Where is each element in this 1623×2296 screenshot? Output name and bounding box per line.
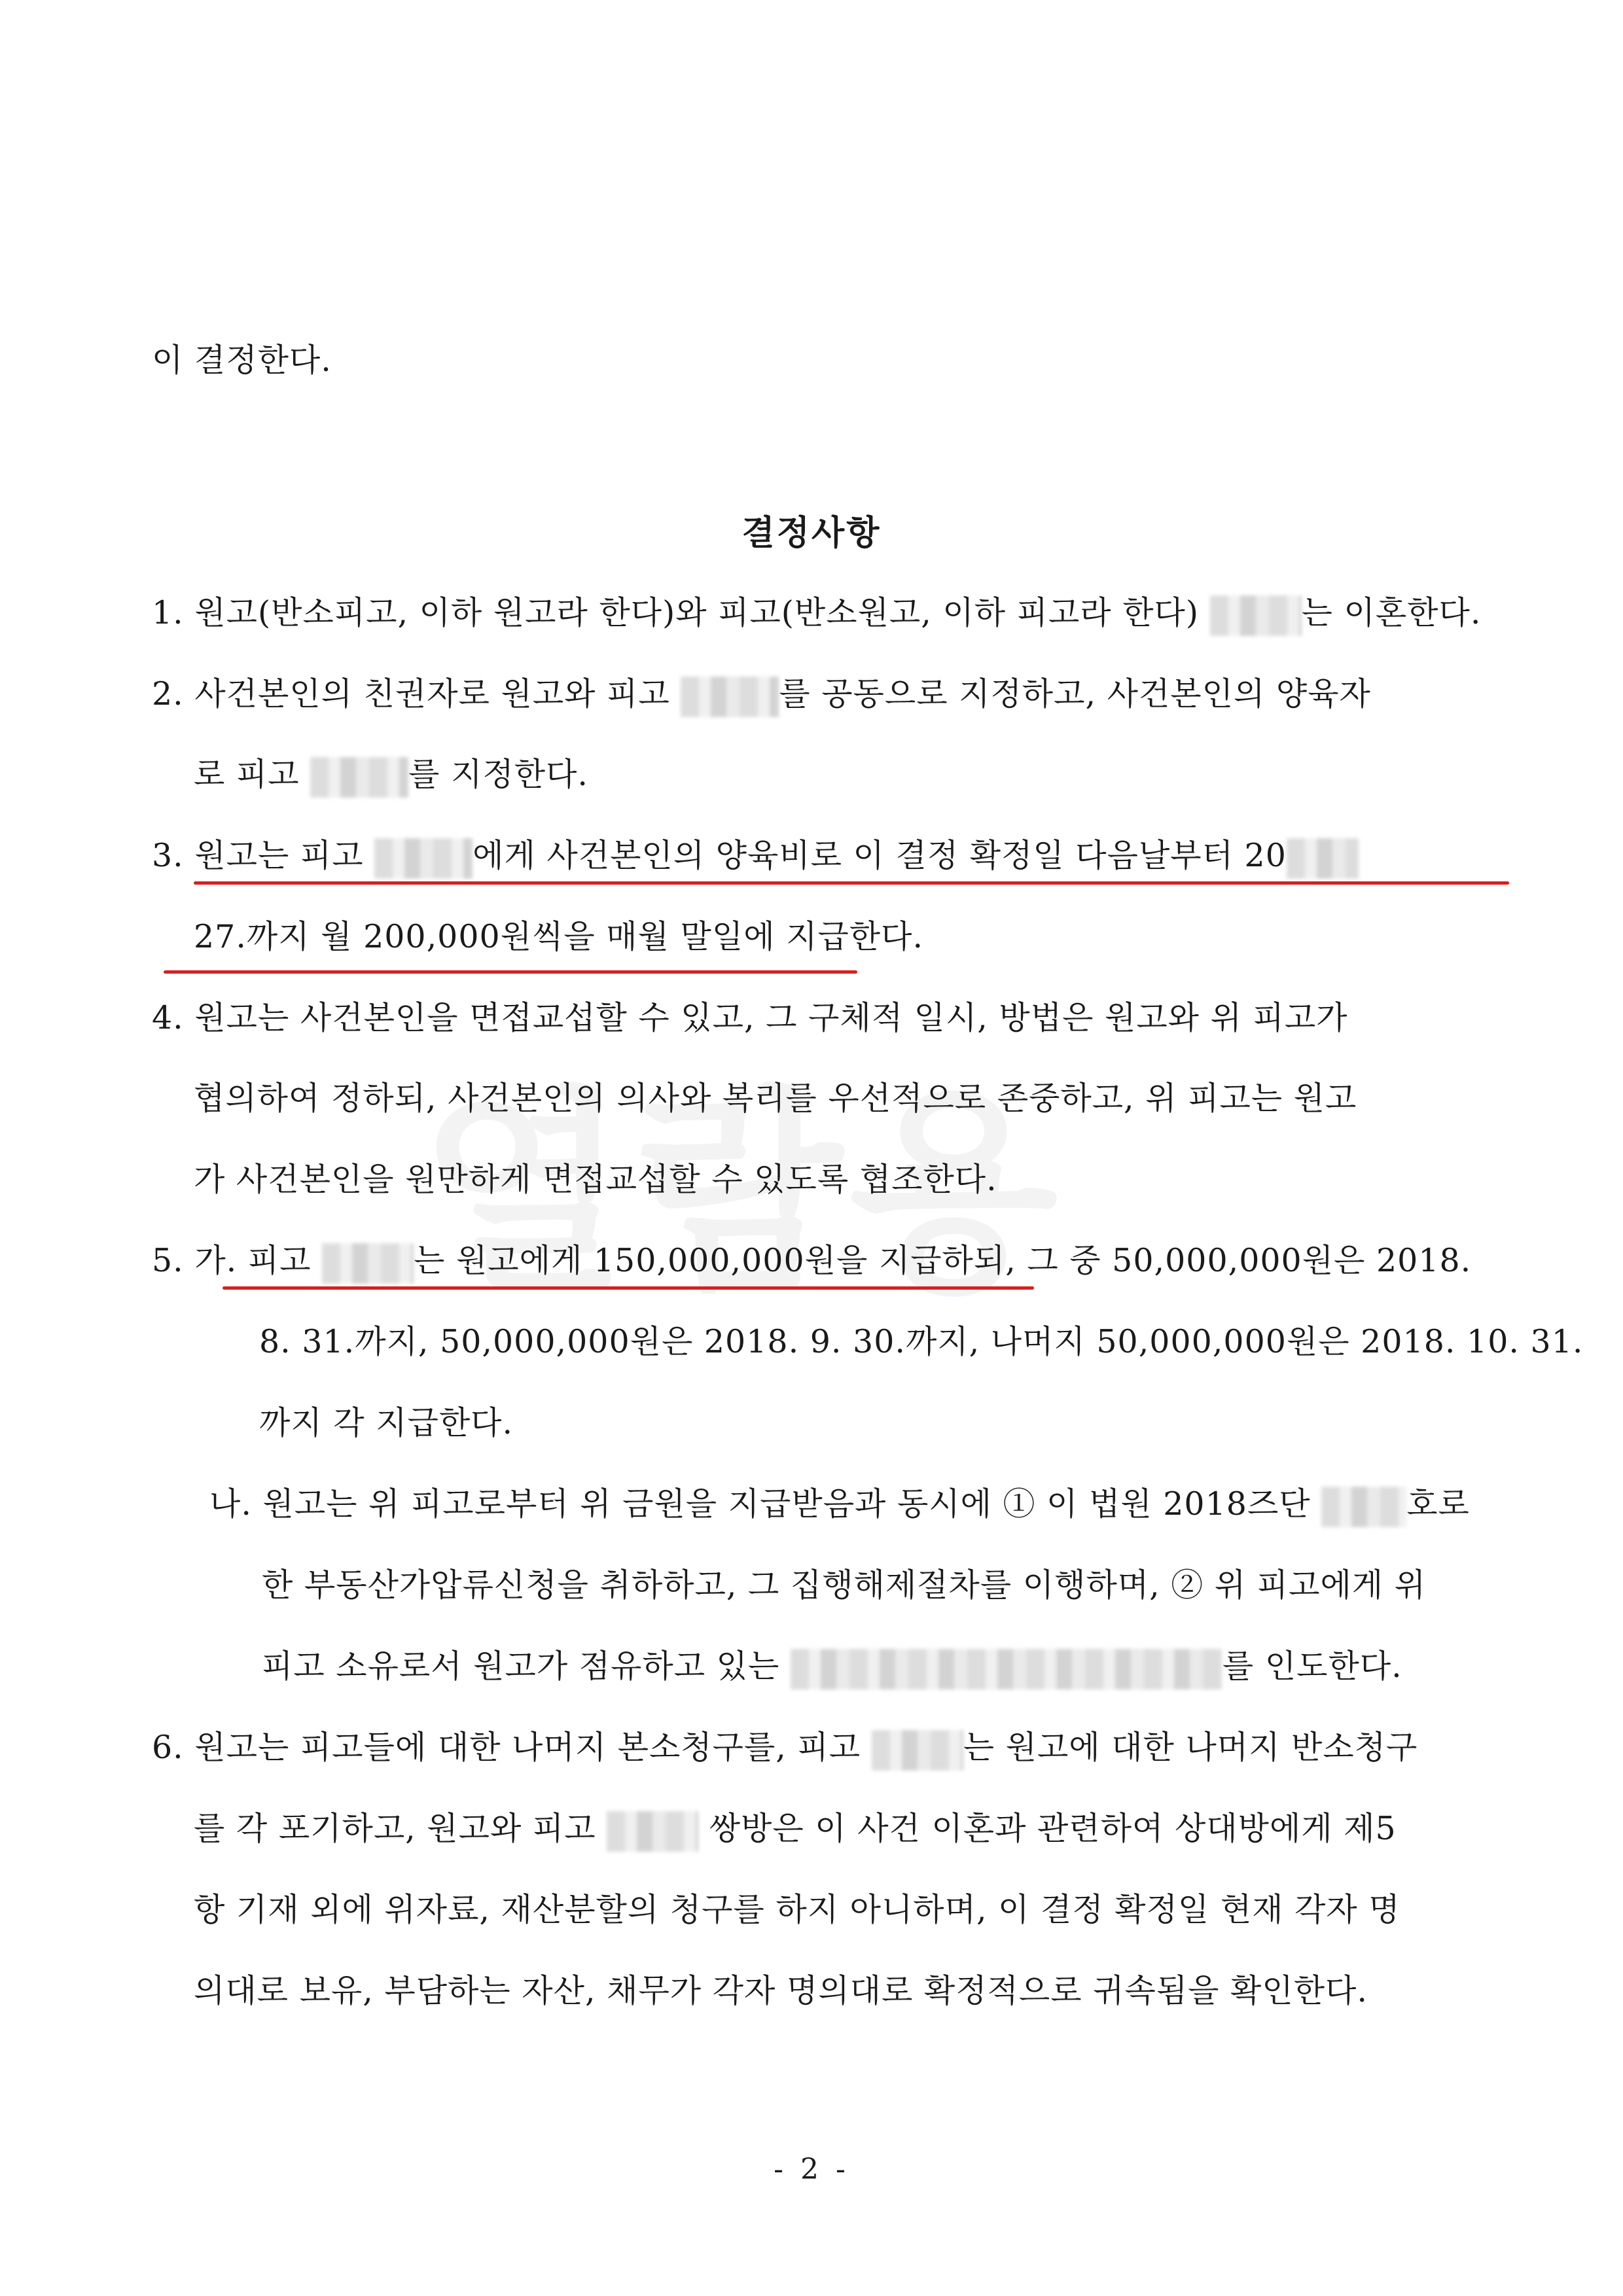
item-6-line-3: 항 기재 외에 위자료, 재산분할의 청구를 하지 아니하며, 이 결정 확정일 현재 각자 명 [194, 1891, 1400, 1928]
item-2-line-1: 2. 사건본인의 친권자로 원고와 피고 를 공동으로 지정하고, 사건본인의 양육자 [152, 674, 1371, 717]
item-6-line-1: 6. 원고는 피고들에 대한 나머지 본소청구를, 피고 는 원고에 대한 나머지 반소청구 [152, 1727, 1418, 1771]
redacted-name [1210, 595, 1302, 636]
redacted-name [310, 757, 408, 798]
redacted-address [791, 1649, 1222, 1689]
item-1: 1. 원고(반소피고, 이하 원고라 한다)와 피고(반소원고, 이하 피고라 한다) 는 이혼한다. [152, 593, 1481, 636]
item-4-line-1: 4. 원고는 사건본인을 면접교섭할 수 있고, 그 구체적 일시, 방법은 원고와 위 피고가 [152, 999, 1348, 1036]
item-5-line-2: 8. 31.까지, 50,000,000원은 2018. 9. 30.까지, 나머지 50,000,000원은 2018. 10. 31. [259, 1323, 1584, 1360]
item-3-line-1: 3. 원고는 피고 에게 사건본인의 양육비로 이 결정 확정일 다음날부터 20 [152, 836, 1359, 879]
item-5-line-3: 까지 각 지급한다. [259, 1404, 514, 1441]
item-2-line-2: 로 피고 를 지정한다. [194, 754, 588, 798]
redacted-case-number [1321, 1487, 1406, 1527]
item-6-line-2: 를 각 포기하고, 원고와 피고 쌍방은 이 사건 이혼과 관련하여 상대방에게 제5 [194, 1809, 1397, 1852]
red-underline [194, 881, 1509, 885]
intro-text: 이 결정한다. [152, 342, 332, 379]
item-5-na-line-3: 피고 소유로서 원고가 점유하고 있는 를 인도한다. [262, 1646, 1402, 1689]
item-4-line-2: 협의하여 정하되, 사건본인의 의사와 복리를 우선적으로 존중하고, 위 피고는 원고 [194, 1080, 1357, 1117]
item-3-line-2: 27.까지 월 200,000원씩을 매월 말일에 지급한다. [194, 918, 924, 955]
item-5-na-line-1: 나. 원고는 위 피고로부터 위 금원을 지급받음과 동시에 ① 이 법원 2018즈단 호로 [209, 1484, 1470, 1527]
item-4-line-3: 가 사건본인을 원만하게 면접교섭할 수 있도록 협조한다. [194, 1161, 997, 1198]
red-underline [223, 1286, 1034, 1290]
item-6-line-4: 의대로 보유, 부담하는 자산, 채무가 각자 명의대로 확정적으로 귀속됨을 확인한다. [194, 1972, 1368, 2009]
item-5-line-1: 5. 가. 피고 는 원고에게 150,000,000원을 지급하되, 그 중 50,000,000원은 2018. [152, 1241, 1471, 1284]
item-5-na-line-2: 한 부동산가압류신청을 취하하고, 그 집행해제절차를 이행하며, ② 위 피고에게 위 [262, 1566, 1427, 1604]
redacted-name [681, 677, 779, 717]
redacted-name [607, 1811, 698, 1852]
red-underline [164, 970, 857, 974]
section-title: 결정사항 [741, 514, 882, 553]
redacted-name [872, 1730, 963, 1771]
redacted-name [322, 1243, 414, 1284]
page-number: - 2 - [774, 2153, 849, 2186]
redacted-name [374, 838, 473, 879]
redacted-date [1287, 838, 1359, 879]
